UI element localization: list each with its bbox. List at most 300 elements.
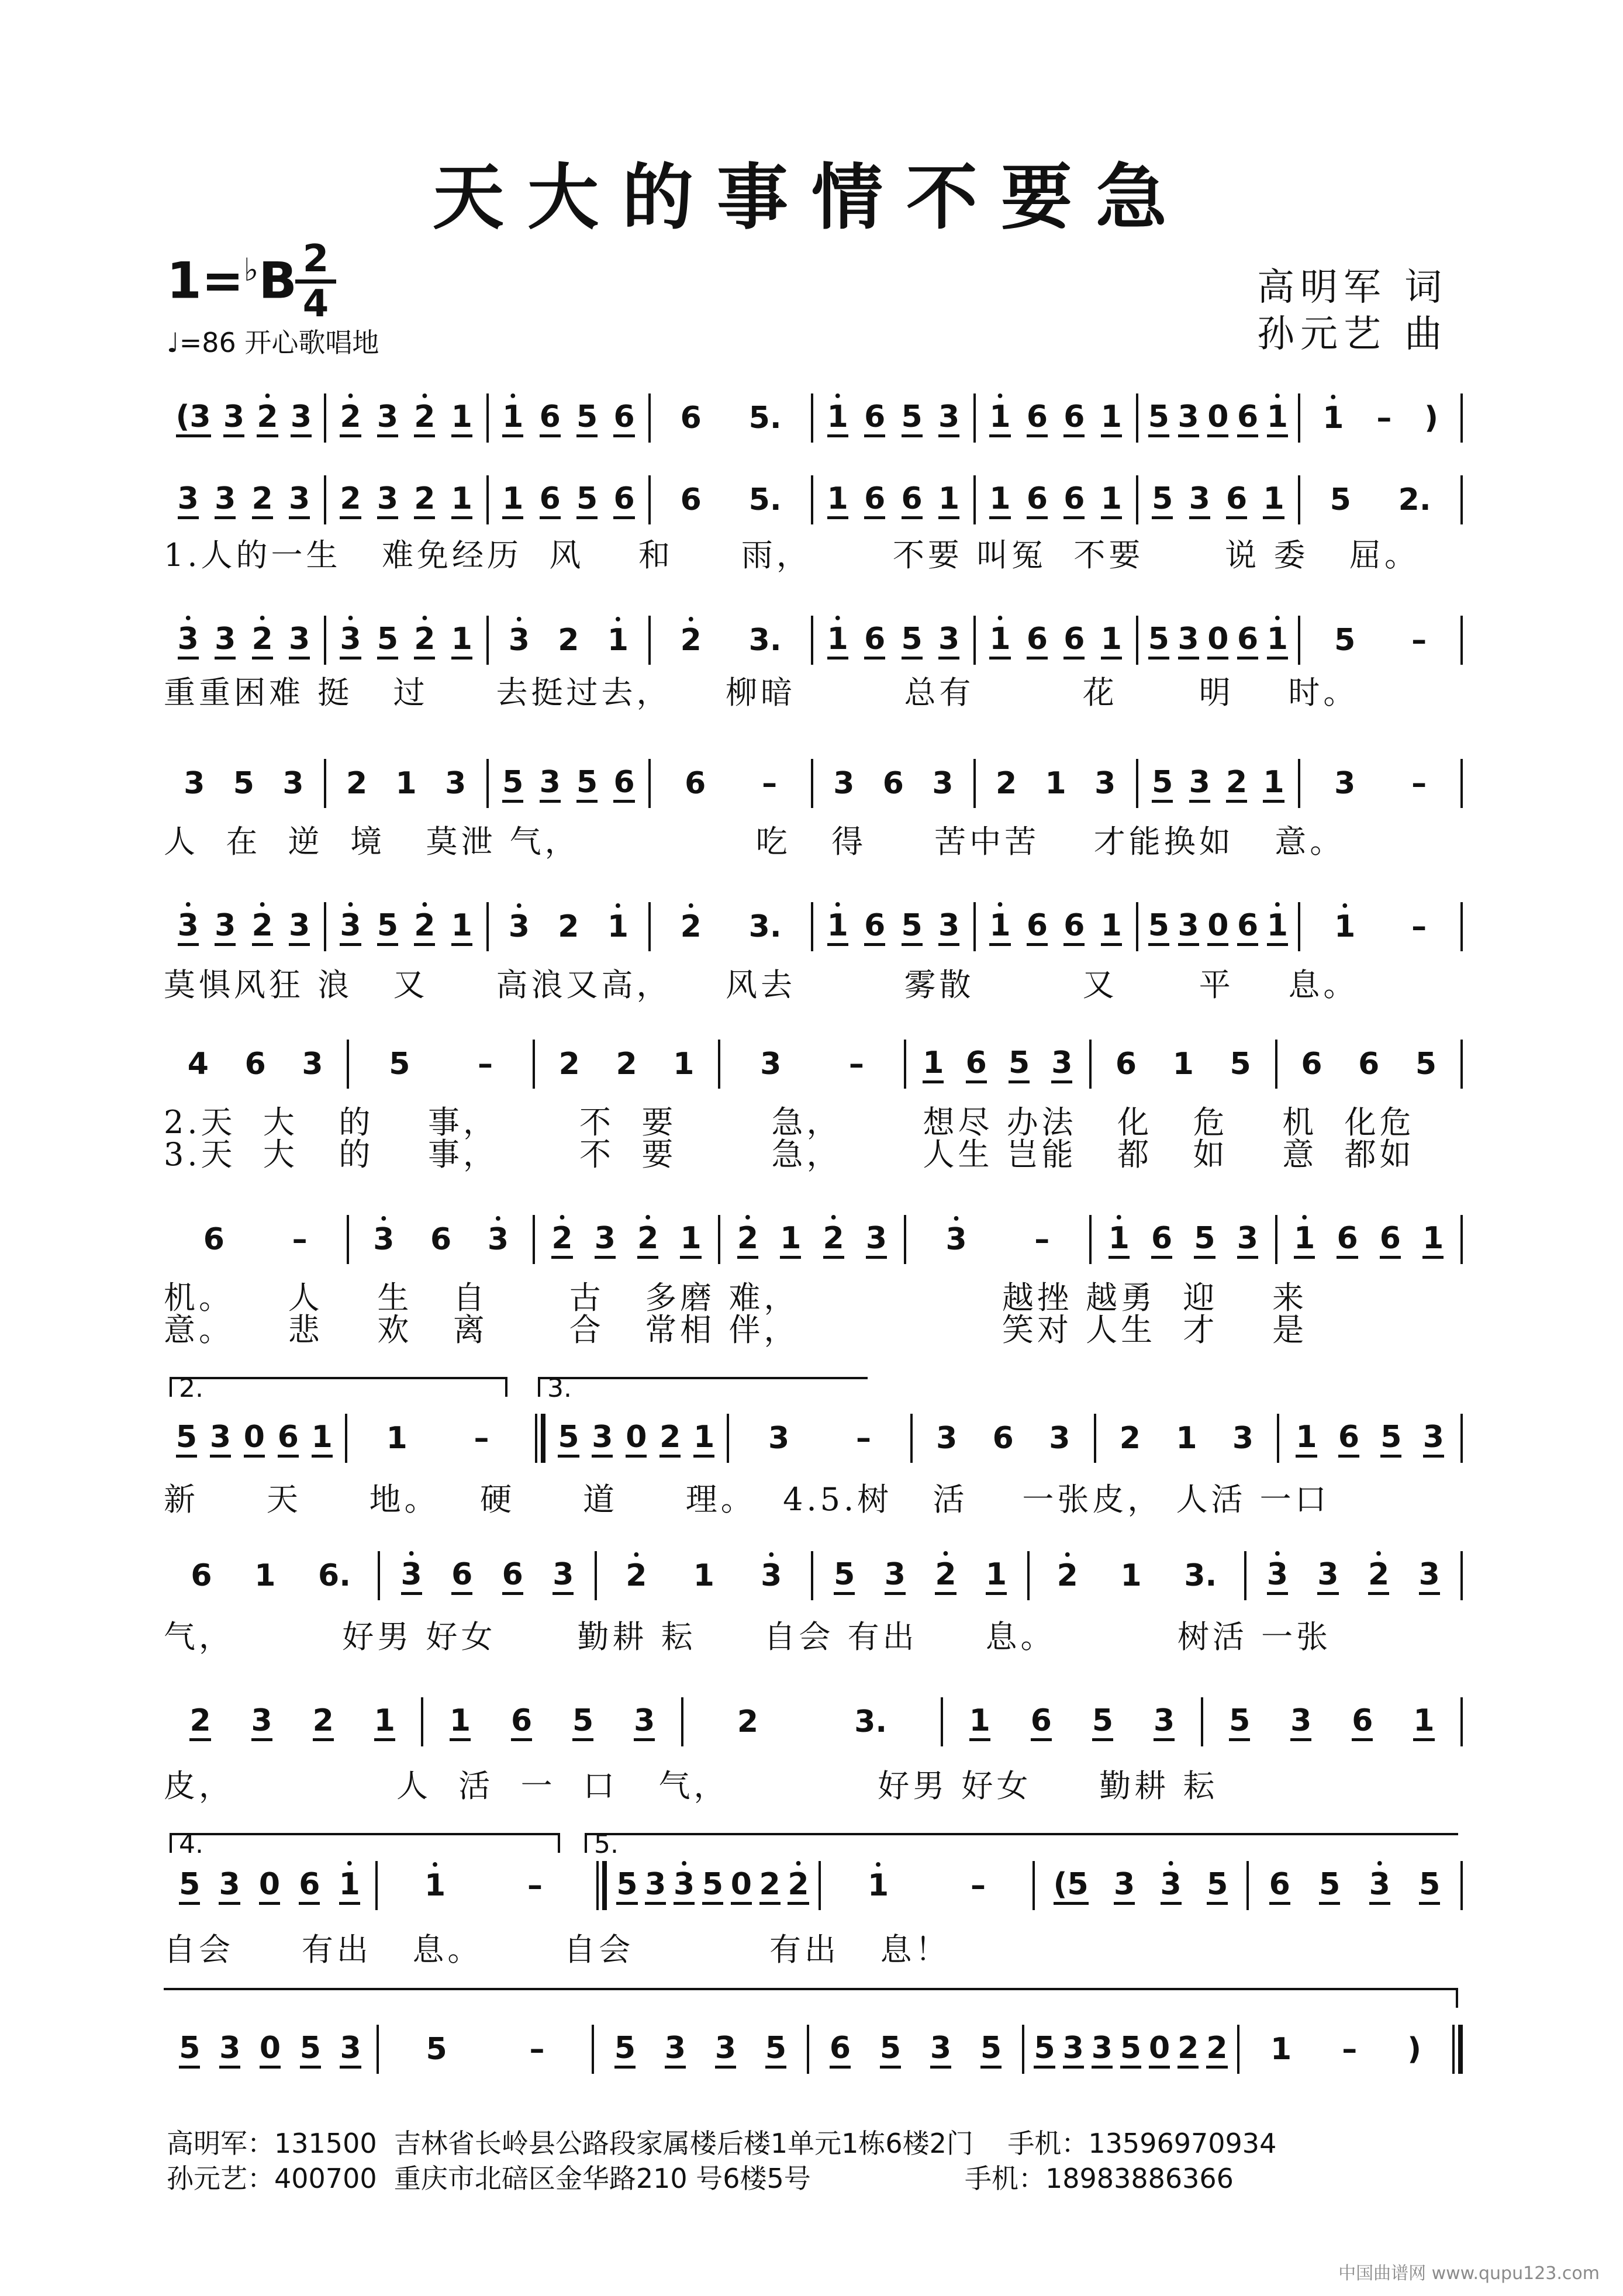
measure: [913, 1406, 1094, 1470]
measure: [906, 1207, 1089, 1272]
composer-credit: 孙元艺 曲: [1257, 313, 1448, 356]
note: 1: [451, 622, 472, 660]
note: 3: [552, 1557, 574, 1595]
barline: [1460, 1040, 1463, 1089]
note: 3: [1154, 1703, 1175, 1741]
note: • 1: [989, 622, 1010, 660]
note: 1: [1101, 908, 1122, 946]
note: 3.: [1184, 1558, 1217, 1593]
note: • 1: [1267, 908, 1288, 946]
measure: [164, 1406, 345, 1470]
note: 5: [1152, 765, 1173, 803]
note: 5: [572, 1703, 593, 1741]
note: 3: [866, 1221, 887, 1259]
note: 0: [260, 2031, 281, 2069]
note: • 1: [1334, 909, 1355, 944]
note: 3: [377, 399, 398, 437]
contact-lyricist: 高明军：131500 吉林省长岭县公路段家属楼后楼1单元1栋6楼2门 手机：13596970934: [167, 2128, 1277, 2159]
measure: [651, 751, 811, 816]
note: 5: [902, 399, 923, 437]
volta-3: 3.: [538, 1377, 868, 1397]
measure: [1030, 1544, 1244, 1608]
note: • 1: [989, 399, 1010, 437]
note: 3: [210, 1420, 231, 1458]
time-signature: 2 4: [295, 240, 336, 323]
note: –: [474, 1421, 489, 1456]
note: • 2: [340, 399, 361, 437]
note: 3: [1178, 908, 1199, 946]
note: 1: [693, 1420, 714, 1458]
note: 0: [626, 1420, 647, 1458]
note: • 2: [737, 1221, 758, 1259]
note: 6: [882, 766, 904, 801]
measure: [164, 608, 324, 672]
measure: [1138, 751, 1299, 816]
note: • 1: [1294, 1221, 1315, 1259]
volta-5-continued: [164, 1988, 1458, 2008]
measure: [1096, 1406, 1277, 1470]
note: 3: [1232, 1421, 1254, 1456]
lyric-line-2: 重重困难 挺 过 去挺过去， 柳暗 总有 花 明 时。: [164, 674, 1359, 711]
note: 3: [291, 399, 312, 437]
note: 6: [540, 399, 561, 437]
measure: [489, 895, 649, 959]
lyric-line-5: 2.天 大 的 事， 不 要 急， 想尽 办法 化 危 机 化危: [164, 1104, 1415, 1141]
note: • 3: [373, 1222, 394, 1257]
watermark: 中国曲谱网 www.qupu123.com: [1338, 2263, 1600, 2284]
barline: [1460, 1414, 1463, 1463]
note: 6: [1269, 1867, 1290, 1905]
note: 6: [244, 1047, 266, 1082]
note: 5: [1419, 1867, 1440, 1905]
note: 6.: [318, 1558, 351, 1593]
note: 6: [203, 1222, 225, 1257]
lyric-line-6: 3.天 大 的 事， 不 要 急， 人生 岂能 都 如 意 都如: [164, 1136, 1415, 1173]
note: 5: [233, 766, 254, 801]
note: 5: [558, 1420, 579, 1458]
measure: [813, 1544, 1027, 1608]
note: • 2: [681, 909, 702, 944]
note: 1: [1422, 1221, 1444, 1259]
note: 5: [502, 765, 523, 803]
note: 5: [1330, 482, 1351, 517]
measure: [651, 386, 811, 450]
measure: [976, 895, 1136, 959]
measure: [326, 895, 486, 959]
note: 5: [1034, 2031, 1055, 2069]
note: 3: [592, 1420, 613, 1458]
note: 3: [1423, 1420, 1444, 1458]
lyric-line-8: 意。 悲 欢 离 合 常相 伴， 笑对 人生 才 是: [164, 1311, 1308, 1348]
note: 1: [451, 908, 472, 946]
note: 6: [864, 399, 885, 437]
note: 2: [759, 1867, 781, 1905]
note: 0: [731, 1867, 752, 1905]
note: 2: [346, 766, 368, 801]
lyric-line-12: 自会 有出 息。 自会 有出 息！: [164, 1931, 951, 1968]
note: 5: [1152, 481, 1173, 519]
note: 2: [995, 766, 1017, 801]
note: ): [1407, 2032, 1421, 2067]
key-signature: 1=♭B: [167, 251, 297, 310]
note: 5: [1148, 908, 1169, 946]
note: 2: [1119, 1421, 1141, 1456]
note: 6: [540, 481, 561, 519]
note: 1: [1045, 766, 1066, 801]
note: 0: [259, 1867, 280, 1905]
note: 2: [313, 1703, 334, 1741]
measure: [1277, 1032, 1460, 1096]
note: • 1: [502, 399, 523, 437]
note: 5: [980, 2031, 1002, 2069]
note: 6: [685, 766, 706, 801]
note: 6: [1226, 481, 1247, 519]
lyric-line-11: 皮， 人 活 一 口 气， 好男 好女 勤耕 耘: [164, 1767, 1218, 1804]
note: –: [1411, 623, 1427, 658]
measure: [1138, 895, 1299, 959]
measure: [326, 386, 486, 450]
measure: [1300, 608, 1460, 672]
note: 2: [737, 1704, 759, 1739]
note: 1: [1101, 481, 1122, 519]
measure: [1203, 1690, 1460, 1754]
note: 6: [1027, 399, 1048, 437]
note: 5: [576, 399, 598, 437]
notation-row: [164, 386, 1463, 450]
note: 0: [1207, 622, 1228, 660]
note: 6: [1027, 481, 1048, 519]
note: • 1: [827, 908, 848, 946]
barline: [1460, 902, 1463, 951]
note: 5: [576, 765, 598, 803]
note: 0: [1207, 908, 1228, 946]
measure: [607, 1853, 819, 1918]
note: 6: [613, 399, 634, 437]
note: 6: [1063, 399, 1085, 437]
note: • 3: [178, 908, 199, 946]
note: 1: [1263, 481, 1284, 519]
lyric-line-7: 机。 人 生 自 古 多磨 难， 越挫 越勇 迎 来: [164, 1279, 1308, 1316]
note: • 3: [1369, 1867, 1390, 1905]
note: 5: [377, 908, 398, 946]
note: 3: [760, 1047, 782, 1082]
note: • 1: [424, 1868, 446, 1903]
barline: [1460, 616, 1463, 665]
measure: [1300, 751, 1460, 816]
note: 1: [827, 481, 848, 519]
measure: [821, 1853, 1032, 1918]
measure: [943, 1690, 1200, 1754]
note: 5: [614, 2031, 636, 2069]
notation-row: [164, 468, 1463, 532]
note: 3: [1049, 1421, 1071, 1456]
note: 2: [1226, 765, 1247, 803]
note: 3: [289, 908, 310, 946]
note: 5: [1229, 1703, 1250, 1741]
measure: [906, 1032, 1089, 1096]
note: • 2: [1057, 1558, 1078, 1593]
note: 3: [215, 622, 236, 660]
measure: [1138, 608, 1299, 672]
note: 2: [189, 1703, 210, 1741]
measure: [976, 608, 1136, 672]
note: • 1: [827, 399, 848, 437]
note: 3: [932, 766, 954, 801]
note: –: [855, 1421, 871, 1456]
note: 3.: [854, 1704, 888, 1739]
measure: [1035, 1853, 1246, 1918]
note: • 3: [761, 1558, 782, 1593]
note: 3: [1237, 1221, 1258, 1259]
measure: [651, 468, 811, 532]
note: 2: [414, 481, 435, 519]
note: 5: [1415, 1047, 1437, 1082]
note: 1: [986, 1557, 1007, 1595]
measure: [597, 1544, 811, 1608]
note: • 1: [868, 1868, 889, 1903]
note: 3: [377, 481, 398, 519]
note: 3: [936, 1421, 958, 1456]
note: • 3: [401, 1557, 422, 1595]
note: 6: [680, 482, 702, 517]
note: 6: [830, 2031, 851, 2069]
notation-row: [164, 2017, 1463, 2081]
note: 6: [1337, 1221, 1358, 1259]
measure: [1249, 1853, 1460, 1918]
measure: [349, 1032, 532, 1096]
measure: [164, 468, 324, 532]
measure: [164, 1032, 347, 1096]
note: 5: [179, 1867, 200, 1905]
note: 2: [616, 1047, 637, 1082]
note: 5: [616, 1867, 637, 1905]
note: 5: [576, 481, 598, 519]
barline: [1460, 1861, 1463, 1910]
note: 3: [1317, 1557, 1338, 1595]
note: 3: [595, 1221, 616, 1259]
tempo-marking: ♩=86 开心歌唱地: [167, 327, 379, 358]
volta-2: 2.: [170, 1377, 507, 1397]
note: 2: [1177, 2031, 1199, 2069]
measure: [1092, 1207, 1275, 1272]
note: 6: [1237, 399, 1258, 437]
note: –: [527, 1868, 543, 1903]
note: 3: [1051, 1045, 1072, 1083]
note: 3: [645, 1867, 666, 1905]
note: 3: [184, 766, 205, 801]
lyric-line-10: 气， 好男 好女 勤耕 耘 自会 有出 息。 树活 一张: [164, 1618, 1332, 1655]
note: 6: [1063, 908, 1085, 946]
note: 3: [1419, 1557, 1440, 1595]
measure: [651, 608, 811, 672]
note: 3: [833, 766, 855, 801]
note: 3: [215, 908, 236, 946]
note: 1: [1172, 1047, 1194, 1082]
note: 2: [558, 909, 579, 944]
note: 6: [613, 481, 634, 519]
note: 1: [502, 481, 523, 519]
note: • 3: [509, 623, 530, 658]
note: • 3: [178, 622, 199, 660]
measure: [813, 895, 973, 959]
lyric-line-3: 人 在 逆 境 莫泄 气， 吃 得 苦中苦 才能换如 意。: [164, 823, 1345, 860]
note: • 1: [339, 1867, 360, 1905]
note: 6: [1027, 908, 1048, 946]
note: (3: [176, 399, 211, 437]
note: 3: [178, 481, 199, 519]
note: 6: [680, 400, 702, 436]
note: • 3: [674, 1867, 695, 1905]
measure: [976, 751, 1136, 816]
note: 5: [1319, 1867, 1340, 1905]
note: 5: [1380, 1420, 1401, 1458]
note: 5: [1230, 1047, 1251, 1082]
note: 5: [702, 1867, 723, 1905]
note: 6: [430, 1222, 452, 1257]
note: –: [762, 766, 778, 801]
volta-5: 5.: [585, 1833, 1458, 1853]
barline: [1460, 759, 1463, 808]
notation-row: [164, 1690, 1463, 1754]
note: 3: [302, 1047, 323, 1082]
measure: [1279, 1406, 1460, 1470]
measure: [594, 2017, 807, 2081]
note: 3: [665, 2031, 686, 2069]
note: 3: [930, 2031, 951, 2069]
measure: [326, 751, 486, 816]
measure: [164, 895, 324, 959]
note: 3: [938, 622, 959, 660]
note: 1: [254, 1558, 276, 1593]
measure: [164, 751, 324, 816]
note: 6: [191, 1558, 212, 1593]
measure: [535, 1207, 718, 1272]
measure: [489, 751, 649, 816]
note: 3: [634, 1703, 655, 1741]
note: 3: [1189, 481, 1210, 519]
note: 5: [176, 1420, 197, 1458]
note: –: [1342, 2032, 1358, 2067]
measure: [976, 386, 1136, 450]
note: 5: [1148, 399, 1169, 437]
note: 3: [1189, 765, 1210, 803]
note: 6: [902, 481, 923, 519]
note: 3: [340, 2031, 361, 2069]
note: • 2: [681, 623, 702, 658]
note: 5.: [748, 400, 782, 436]
note: 3: [219, 1867, 240, 1905]
note: 5: [389, 1047, 410, 1082]
note: • 1: [827, 622, 848, 660]
note: 5: [1092, 1703, 1113, 1741]
note: • 2: [626, 1558, 647, 1593]
note: 6: [511, 1703, 532, 1741]
note: • 3: [340, 622, 361, 660]
note: • 2: [257, 399, 278, 437]
note: 1: [395, 766, 417, 801]
note: 1: [450, 1703, 471, 1741]
note: 3: [1063, 2031, 1084, 2069]
note: 3: [1092, 2031, 1113, 2069]
note: 1: [989, 481, 1010, 519]
note: 5: [1194, 1221, 1215, 1259]
note: 3: [219, 2031, 240, 2069]
note: 5: [377, 622, 398, 660]
note: 1: [1101, 622, 1122, 660]
volta-4: 4.: [170, 1833, 560, 1853]
measure: [1300, 895, 1460, 959]
note: 3: [223, 399, 244, 437]
note: 6: [502, 1557, 523, 1595]
note: 3: [938, 908, 959, 946]
measure: [651, 895, 811, 959]
note: 0: [1207, 399, 1228, 437]
measure: [720, 1207, 903, 1272]
note: 1: [780, 1221, 801, 1259]
note: –: [1411, 766, 1427, 801]
note: 6: [1063, 481, 1085, 519]
measure: [813, 386, 973, 450]
measure: [813, 608, 973, 672]
note: 6: [278, 1420, 299, 1458]
notation-row: [164, 751, 1463, 816]
measure: [720, 1032, 903, 1096]
note: 1: [1263, 765, 1284, 803]
note: • 3: [340, 908, 361, 946]
note: 1: [451, 399, 472, 437]
note: • 2: [637, 1221, 658, 1259]
note: • 1: [1267, 399, 1288, 437]
note: • 1: [1109, 1221, 1130, 1259]
contact-composer: 孙元艺：400700 重庆市北碚区金华路210 号6楼5号 手机：18983886366: [167, 2163, 1234, 2194]
note: • 1: [607, 909, 629, 944]
note: • 3: [509, 909, 530, 944]
note: 3: [1178, 622, 1199, 660]
note: 2: [1206, 2031, 1227, 2069]
note: • 1: [1322, 400, 1344, 436]
note: 1: [1296, 1420, 1317, 1458]
barline: [1460, 1551, 1463, 1600]
note: 5: [1009, 1045, 1030, 1083]
note: • 2: [551, 1221, 572, 1259]
note: 3: [715, 2031, 736, 2069]
note: 6: [1151, 1221, 1172, 1259]
note: 3: [885, 1557, 906, 1595]
note: • 2: [252, 908, 273, 946]
note: 5: [834, 1557, 855, 1595]
note: 1: [923, 1045, 944, 1083]
note: –: [1034, 1222, 1050, 1257]
note: 1: [938, 481, 959, 519]
note: 6: [1301, 1047, 1322, 1082]
measure: [164, 1690, 421, 1754]
note: 6: [1115, 1047, 1137, 1082]
measure: [164, 1853, 375, 1918]
note: 6: [1358, 1047, 1380, 1082]
note: • 2: [414, 399, 435, 437]
note: 6: [1237, 908, 1258, 946]
note: 1: [680, 1221, 701, 1259]
note: 2: [340, 481, 361, 519]
note: 1: [1413, 1703, 1434, 1741]
note: 5: [1334, 623, 1356, 658]
note: • 3: [488, 1222, 509, 1257]
lyric-line-4: 莫惧风狂 浪 又 高浪又高， 风去 雾散 又 平 息。: [164, 966, 1359, 1003]
note: 6: [1063, 622, 1085, 660]
note: 5: [880, 2031, 901, 2069]
note: • 1: [989, 908, 1010, 946]
note: 3: [289, 622, 310, 660]
